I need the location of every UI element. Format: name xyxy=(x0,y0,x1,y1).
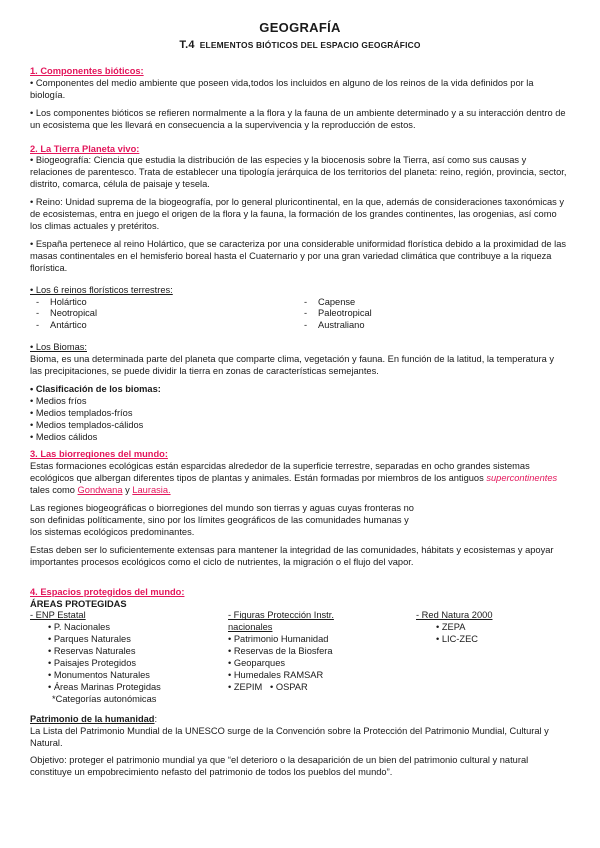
section-4-heading: 4. Espacios protegidos del mundo: xyxy=(30,586,185,597)
figuras-heading-line-2: nacionales xyxy=(228,622,273,633)
reino-item: - Capense xyxy=(298,297,566,309)
natura-item: • ZEPA xyxy=(436,622,466,633)
biomas-heading: • Los Biomas: xyxy=(30,342,87,353)
protected-areas-columns xyxy=(30,610,568,705)
patrimonio-heading-line: Patrimonio de la humanidad: xyxy=(30,713,158,724)
enp-note: *Categorías autonómicas xyxy=(52,693,157,704)
s1-paragraph-2: • Los componentes bióticos se refieren normalmente a la flora y la fauna de un ambiente determinado y a su interacción dentro de un ecosistema que les llevará en consecuencia a la supervivencia y la reproducción de estos. xyxy=(30,107,566,130)
reino-item: - Holártico xyxy=(30,297,298,309)
enp-item: • Reservas Naturales xyxy=(48,646,136,657)
s1-paragraph-1: • Componentes del medio ambiente que poseen vida,todos los incluidos en alguno de los reinos de la vida definidos por la biología. xyxy=(30,77,534,100)
s3-paragraph-2-line-1: Las regiones biogeográficas o biorregiones del mundo son tierras y aguas cuyas fronteras no xyxy=(30,503,414,514)
figuras-item: • Reservas de la Biosfera xyxy=(228,646,333,657)
figuras-heading-line-1: - Figuras Protección Instr. xyxy=(228,610,334,621)
enp-item: • Paisajes Protegidos xyxy=(48,658,137,669)
clasificacion-heading: • Clasificación de los biomas: xyxy=(30,383,161,394)
section-2-heading: 2. La Tierra Planeta vivo: xyxy=(30,143,140,154)
patrimonio-paragraph-2: Objetivo: proteger el patrimonio mundial ya que “el deterioro o la desaparición de un bien del patrimonio cultural y natural constituye un empobrecimiento nefasto del patrimonio de todos los pueblos del mundo”. xyxy=(30,755,529,778)
figuras-item: • Humedales RAMSAR xyxy=(228,669,324,680)
reino-item: - Antártico xyxy=(30,320,298,332)
s2-paragraph-espana: • España pertenece al reino Holártico, que se caracteriza por una considerable uniformidad florística debido a la proximidad de las masas continentales en el hemisferio boreal hasta el Cuaternario y por una gran variedad climática que contribuye a la riqueza florística. xyxy=(30,238,567,273)
topic-title: ELEMENTOS BIÓTICOS DEL ESPACIO GEOGRÁFICO xyxy=(199,40,421,50)
natura-item: • LIC-ZEC xyxy=(436,634,478,645)
enp-heading: - ENP Estatal xyxy=(30,610,86,621)
bioma-item: • Medios templados-cálidos xyxy=(30,419,144,430)
section-1-heading: 1. Componentes bióticos: xyxy=(30,66,144,76)
bioma-item: • Medios templados-fríos xyxy=(30,407,133,418)
section-3-heading: 3. Las biorregiones del mundo: xyxy=(30,449,168,460)
bioma-item: • Medios fríos xyxy=(30,395,87,406)
s3-paragraph-1: Estas formaciones ecológicas están esparcidas alrededor de la superficie terrestre, separadas en ocho grandes sistemas ecológicos que albergan diferentes tipos de plantas y animales. Están formadas por miembros de los antiguos supercontinentes tales como Gondwana y Laurasia. xyxy=(30,461,558,496)
s2-paragraph-reino: • Reino: Unidad suprema de la biogeografía, por lo general pluricontinental, en la que, además de consideraciones taxonómicas y de ecosistemas, entra en juego el origen de la flora y la fauna, la formación de los grandes continentes, las orogenias, así como los climas actuales y pretéritos. xyxy=(30,197,565,231)
areas-protegidas-heading: ÁREAS PROTEGIDAS xyxy=(30,598,127,609)
bioma-item: • Medios cálidos xyxy=(30,431,98,442)
figuras-column xyxy=(228,610,416,705)
gondwana-link[interactable]: Gondwana xyxy=(77,485,123,496)
reinos-heading: • Los 6 reinos florísticos terrestres: xyxy=(30,284,173,295)
page-subtitle xyxy=(0,40,600,52)
reino-item: - Neotropical xyxy=(30,308,298,320)
topic-number: T.4 xyxy=(179,39,195,51)
figuras-item: • ZEPIM • OSPAR xyxy=(228,681,308,692)
s3-paragraph-2-line-3: los sistemas ecológicos predominantes. xyxy=(30,526,195,537)
reino-item: - Australiano xyxy=(298,320,566,332)
s3-paragraph-2-line-2: son definidas políticamente, sino por los límites geográficos de las comunidades humanas y xyxy=(30,515,409,525)
enp-column xyxy=(30,610,228,705)
page-title: GEOGRAFÍA xyxy=(259,20,341,35)
supercontinentes-term: supercontinentes xyxy=(486,473,558,484)
patrimonio-heading: Patrimonio de la humanidad xyxy=(30,713,155,724)
figuras-item: • Geoparques xyxy=(228,658,286,669)
enp-item: • Monumentos Naturales xyxy=(48,669,150,680)
s3-paragraph-3: Estas deben ser lo suficientemente extensas para mantener la integridad de las comunidades, hábitats y ecosistemas y apoyar importantes procesos ecológicos como el ciclo de nutrientes, la migración o el flujo del vapor. xyxy=(30,544,554,567)
laurasia-link[interactable]: Laurasia. xyxy=(132,485,171,496)
natura-column xyxy=(416,610,568,705)
enp-item: • P. Nacionales xyxy=(48,622,111,633)
enp-item: • Áreas Marinas Protegidas xyxy=(48,681,161,692)
patrimonio-paragraph-1: La Lista del Patrimonio Mundial de la UNESCO surge de la Convención sobre la Protección del Patrimonio Mundial, Cultural y Natural. xyxy=(30,725,549,748)
natura-heading: - Red Natura 2000 xyxy=(416,610,493,621)
figuras-item: • Patrimonio Humanidad xyxy=(228,634,329,645)
enp-item: • Parques Naturales xyxy=(48,634,131,645)
reinos-list xyxy=(30,297,568,333)
document-body xyxy=(30,66,568,779)
s2-paragraph-biogeografia: • Biogeografía: Ciencia que estudia la distribución de las especies y la biocenosis sobre la Tierra, así como sus causas y relaciones de parentesco. Trata de establecer una tipología jerárquica de los territorios del planeta: reino, región, provincia, sector, distrito, comarca, célula de paisaje y tesela. xyxy=(30,155,567,190)
reino-item: - Paleotropical xyxy=(298,308,566,320)
biomas-text: Bioma, es una determinada parte del planeta que comparte clima, vegetación y fauna. En función de la latitud, la temperatura y las precipitaciones, se puede dividir la tierra en zonas de características semejantes. xyxy=(30,354,555,377)
